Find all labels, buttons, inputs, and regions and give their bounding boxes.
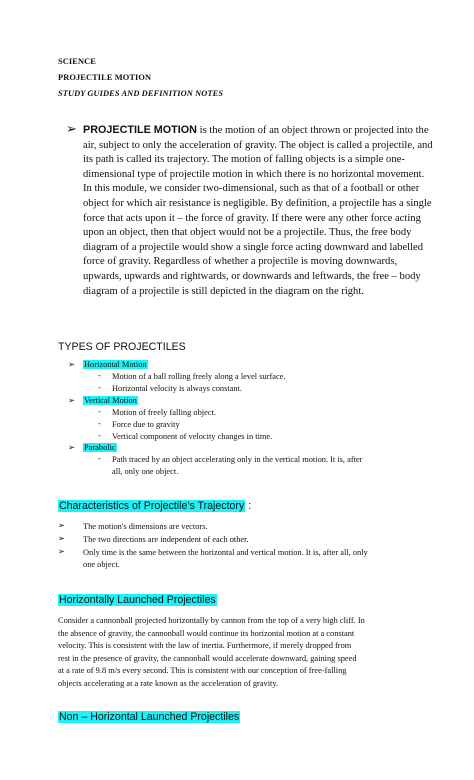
dash-bullet: -: [98, 454, 101, 463]
intro-text: is the motion of an object thrown or projected into the air, subject to only the acceleration of gravity. The object is called a projectile, and its path is called its trajectory. The motion of falling objects is a simple one-dimensional type of projectile motion in which there is no horizontal movement. In this module, we consider two-dimensional, such as that of a football or other object for which air resistance is negligible. By definition, a projectile has a single force that acts upon it – the force of gravity. If there were any other force acting upon an object, then that object would not be a projectile. Thus, the free body diagram of a projectile would show a single force acting downward and labelled force of gravity. Regardless of whether a projectile is moving downwards, upwards, upwards and rightwards, or downwards and leftwards, the free – body diagram of a projectile is still depicted in the diagram on the right.: [83, 125, 433, 297]
characteristics-heading: Characteristics of Projectile’s Trajectory :: [59, 500, 252, 512]
type-parabolic-label: Parabolic: [84, 443, 116, 452]
arrow-bullet-icon: ➢: [68, 442, 76, 452]
arrow-bullet-icon: ➢: [58, 546, 66, 556]
list-item: Motion of a ball rolling freely along a level surface.: [112, 372, 286, 381]
topic-label: PROJECTILE MOTION: [58, 73, 152, 82]
dash-bullet: -: [98, 431, 101, 440]
list-item: Vertical component of velocity changes in time.: [112, 432, 273, 441]
dash-bullet: -: [98, 407, 101, 416]
arrow-bullet-icon: ➢: [58, 533, 66, 543]
dash-bullet: -: [98, 419, 101, 428]
intro-term: PROJECTILE MOTION: [83, 124, 197, 136]
horizontal-launch-paragraph: Consider a cannonball projected horizontally by cannon from the top of a very high cliff. In the absence of gravity, the cannonball would continue its horizontal motion at a constant velocity. This is consistent with the law of inertia. Furthermore, if merely dropped from rest in the presence of gravity, the cannonball would accelerate downward, gaining speed at a rate of 9.8 m/s every second. This is consistent with our conception of free-falling objects accelerating at a rate known as the acceleration of gravity.: [58, 616, 365, 688]
subtitle-label: STUDY GUIDES AND DEFINITION NOTES: [58, 89, 224, 98]
types-heading: TYPES OF PROJECTILES: [58, 341, 186, 353]
type-horizontal-label: Horizontal Motion: [84, 360, 147, 369]
arrow-bullet-icon: ➢: [58, 520, 66, 530]
arrow-bullet-icon: ➢: [68, 395, 76, 405]
list-item: Path traced by an object accelerating only in the vertical motion. It is, after: [112, 455, 363, 464]
intro-paragraph: [66, 122, 433, 299]
list-item: all, only one object.: [112, 467, 179, 476]
type-vertical-label: Vertical Motion: [84, 396, 137, 405]
non-horizontal-heading: Non – Horizontal Launched Projectiles: [59, 711, 240, 723]
dash-bullet: -: [98, 371, 101, 380]
list-item: Force due to gravity: [112, 420, 180, 429]
arrow-bullet-icon: ➢: [66, 122, 77, 137]
list-item: The two directions are independent of each other.: [83, 535, 249, 544]
dash-bullet: -: [98, 383, 101, 392]
list-item: Motion of freely falling object.: [112, 408, 216, 417]
arrow-bullet-icon: ➢: [68, 359, 76, 369]
horizontal-launch-heading: Horizontally Launched Projectiles: [59, 594, 216, 606]
list-item: The motion's dimensions are vectors.: [83, 522, 208, 531]
list-item: one object.: [83, 560, 120, 569]
subject-label: SCIENCE: [58, 57, 96, 66]
list-item: Horizontal velocity is always constant.: [112, 384, 243, 393]
list-item: Only time is the same between the horizontal and vertical motion. It is, after all, only: [83, 548, 368, 557]
